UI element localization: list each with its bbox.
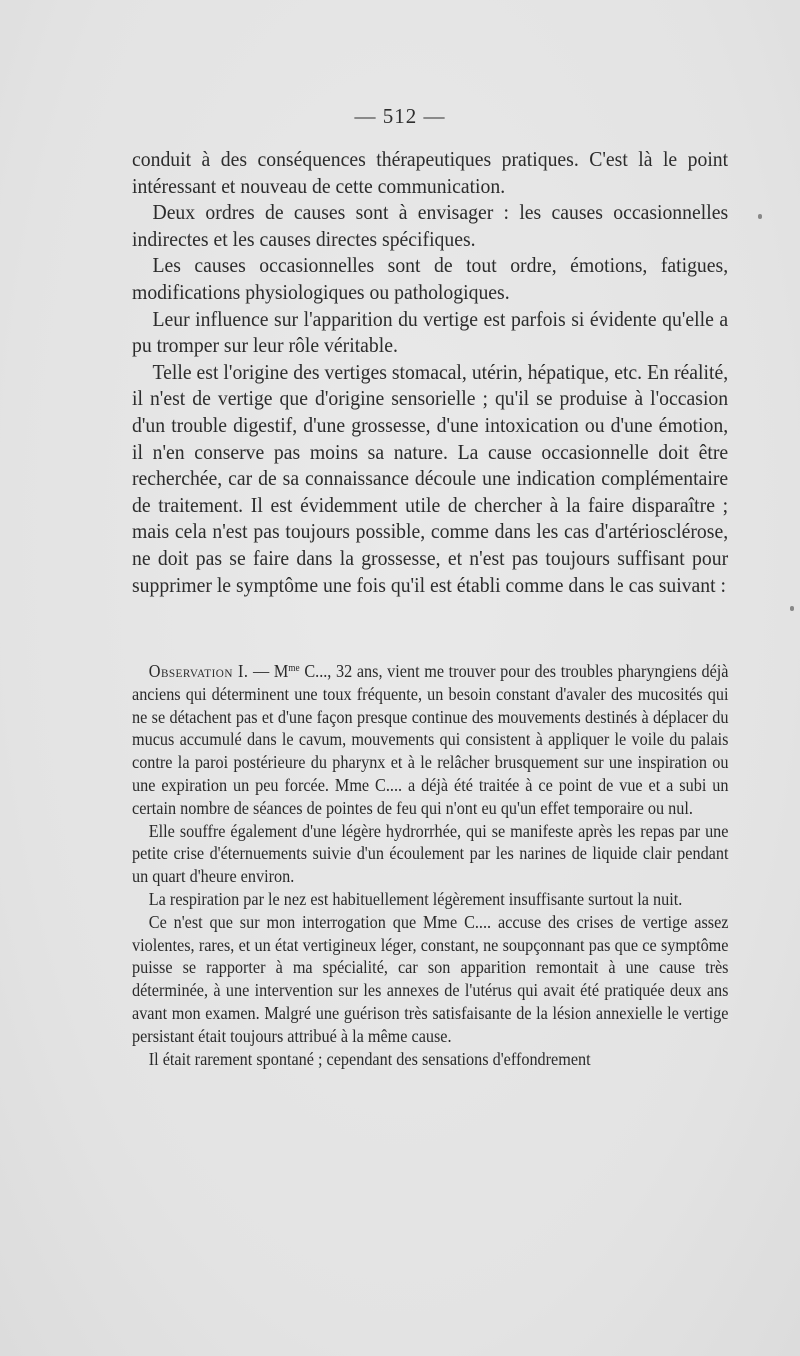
observation-heading: Observation I.: [148, 661, 249, 681]
paragraph-3: Les causes occasionnelles sont de tout ordre, émotions, fatigues, modifications physiologiques ou pathologiques.: [132, 253, 729, 304]
main-body-text: [132, 146, 728, 598]
observation-paragraph-5: Il était rarement spontané ; cependant des sensations d'effondrement: [148, 1048, 591, 1069]
paragraph-1: conduit à des conséquences thérapeutiques pratiques. C'est là le point intéressant et nouveau de cette communication.: [132, 147, 729, 198]
paragraph-4: Leur influence sur l'apparition du vertige est parfois si évidente qu'elle a pu tromper sur leur rôle véritable.: [132, 306, 729, 358]
paragraph-5: Telle est l'origine des vertiges stomacal, utérin, hépatique, etc. En réalité, il n'est de vertige que d'origine sensorielle ; qu'il se produise à l'occasion d'un trouble digestif, d'une grossesse, d'une intoxication ou d'une émotion, il n'en conserve pas moins sa nature. La cause occasionnelle doit être recherchée, car de sa connaissance découle une indication complémentaire de traitement. Il est évidemment utile de chercher à la faire disparaître ; mais cela n'est pas toujours possible, comme dans les cas d'artériosclérose, ne doit pas se faire dans la grossesse, et n'est pas toujours suffisant pour supprimer le symptôme une fois qu'il est établi comme dans le cas suivant :: [132, 359, 729, 597]
paragraph-2: Deux ordres de causes sont à envisager : les causes occasionnelles indirectes et les causes directes spécifiques.: [132, 200, 729, 251]
observation-paragraph-2: Elle souffre également d'une légère hydrorrhée, qui se manifeste après les repas par une petite crise d'éternuements suivie d'un écoulement par les narines de liquide clair pendant un quart d'heure environ.: [132, 820, 729, 887]
margin-speck: [790, 606, 794, 611]
observation-text: C..., 32 ans, vient me trouver pour des troubles pharyngiens déjà anciens qui déterminent une toux fréquente, un besoin constant d'avaler des mucosités qui ne se détachent pas et d'une façon presque continue des mouvements destinés à déplacer du mucus accumulé dans le cavum, mouvements qui consistent à appliquer le voile du palais contre la paroi postérieure du pharynx et à le relâcher brusquement sur une inspiration ou une expiration un peu forcée. Mme C.... a déjà été traitée à ce point de vue et a subi un certain nombre de séances de pointes de feu qui n'ont eu qu'un effet temporaire ou nul.: [132, 661, 729, 818]
page-number: — 512 —: [354, 104, 446, 128]
observation-dash: —: [248, 661, 274, 681]
observation-paragraph-4: Ce n'est que sur mon interrogation que Mme C.... accuse des crises de vertige assez violentes, rares, et un état vertigineux léger, constant, ne soupçonnant pas que ce symptôme puisse se rapporter à ma spécialité, car son apparition remontait à une cause très déterminée, à une intervention sur les annexes de l'utérus qui avait été pratiquée deux ans avant mon examen. Malgré une guérison très satisfaisante de la lésion annexielle le vertige persistant était toujours attribué à la même cause.: [132, 911, 729, 1046]
title-superscript: me: [288, 663, 300, 674]
observation-paragraph-3: La respiration par le nez est habituellement légèrement insuffisante surtout la nuit.: [148, 888, 683, 909]
margin-speck: [758, 214, 762, 219]
title-abbrev: M: [273, 661, 289, 681]
observation-paragraph-1: [132, 658, 728, 820]
observation-section: [132, 658, 728, 1070]
